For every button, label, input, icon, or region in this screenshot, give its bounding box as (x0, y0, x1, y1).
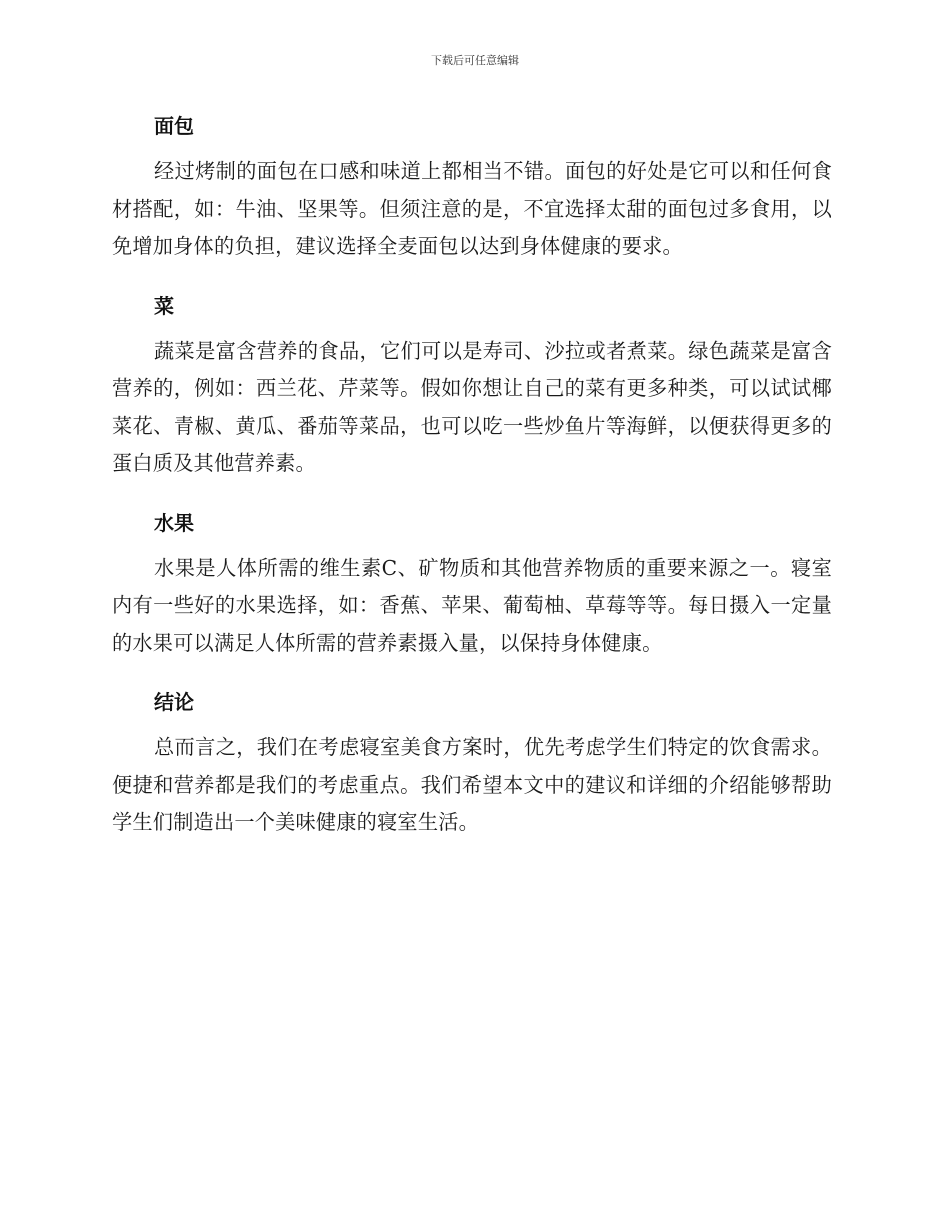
section-paragraph: 水果是人体所需的维生素C、矿物质和其他营养物质的重要来源之一。寝室内有一些好的水果选择，如：香蕉、苹果、葡萄柚、草莓等等。每日摄入一定量的水果可以满足人体所需的营养素摄入量，以保持身体健康。 (112, 555, 832, 655)
section-paragraph: 蔬菜是富含营养的食品，它们可以是寿司、沙拉或者煮菜。绿色蔬菜是富含营养的，例如：西兰花、芹菜等。假如你想让自己的菜有更多种类，可以试试椰菜花、青椒、黄瓜、番茄等菜品，也可以吃一些炒鱼片等海鲜，以便获得更多的蛋白质及其他营养素。 (112, 338, 832, 475)
section-conclusion (112, 682, 832, 842)
section-heading: 结论 (154, 690, 194, 714)
section-paragraph: 经过烤制的面包在口感和味道上都相当不错。面包的好处是它可以和任何食材搭配，如：牛油、坚果等。但须注意的是，不宜选择太甜的面包过多食用，以免增加身体的负担，建议选择全麦面包以达到身体健康的要求。 (112, 159, 832, 258)
section-vegetables (112, 286, 832, 483)
section-paragraph: 总而言之，我们在考虑寝室美食方案时，优先考虑学生们特定的饮食需求。便捷和营养都是我们的考虑重点。我们希望本文中的建议和详细的介绍能够帮助学生们制造出一个美味健康的寝室生活。 (112, 735, 832, 834)
section-bread (112, 106, 832, 266)
section-heading: 菜 (154, 293, 174, 318)
section-heading: 面包 (154, 114, 194, 138)
document-body (112, 106, 832, 862)
page-header: 下载后可任意编辑 (431, 54, 519, 67)
section-heading: 水果 (154, 510, 194, 535)
section-fruit (112, 503, 832, 663)
